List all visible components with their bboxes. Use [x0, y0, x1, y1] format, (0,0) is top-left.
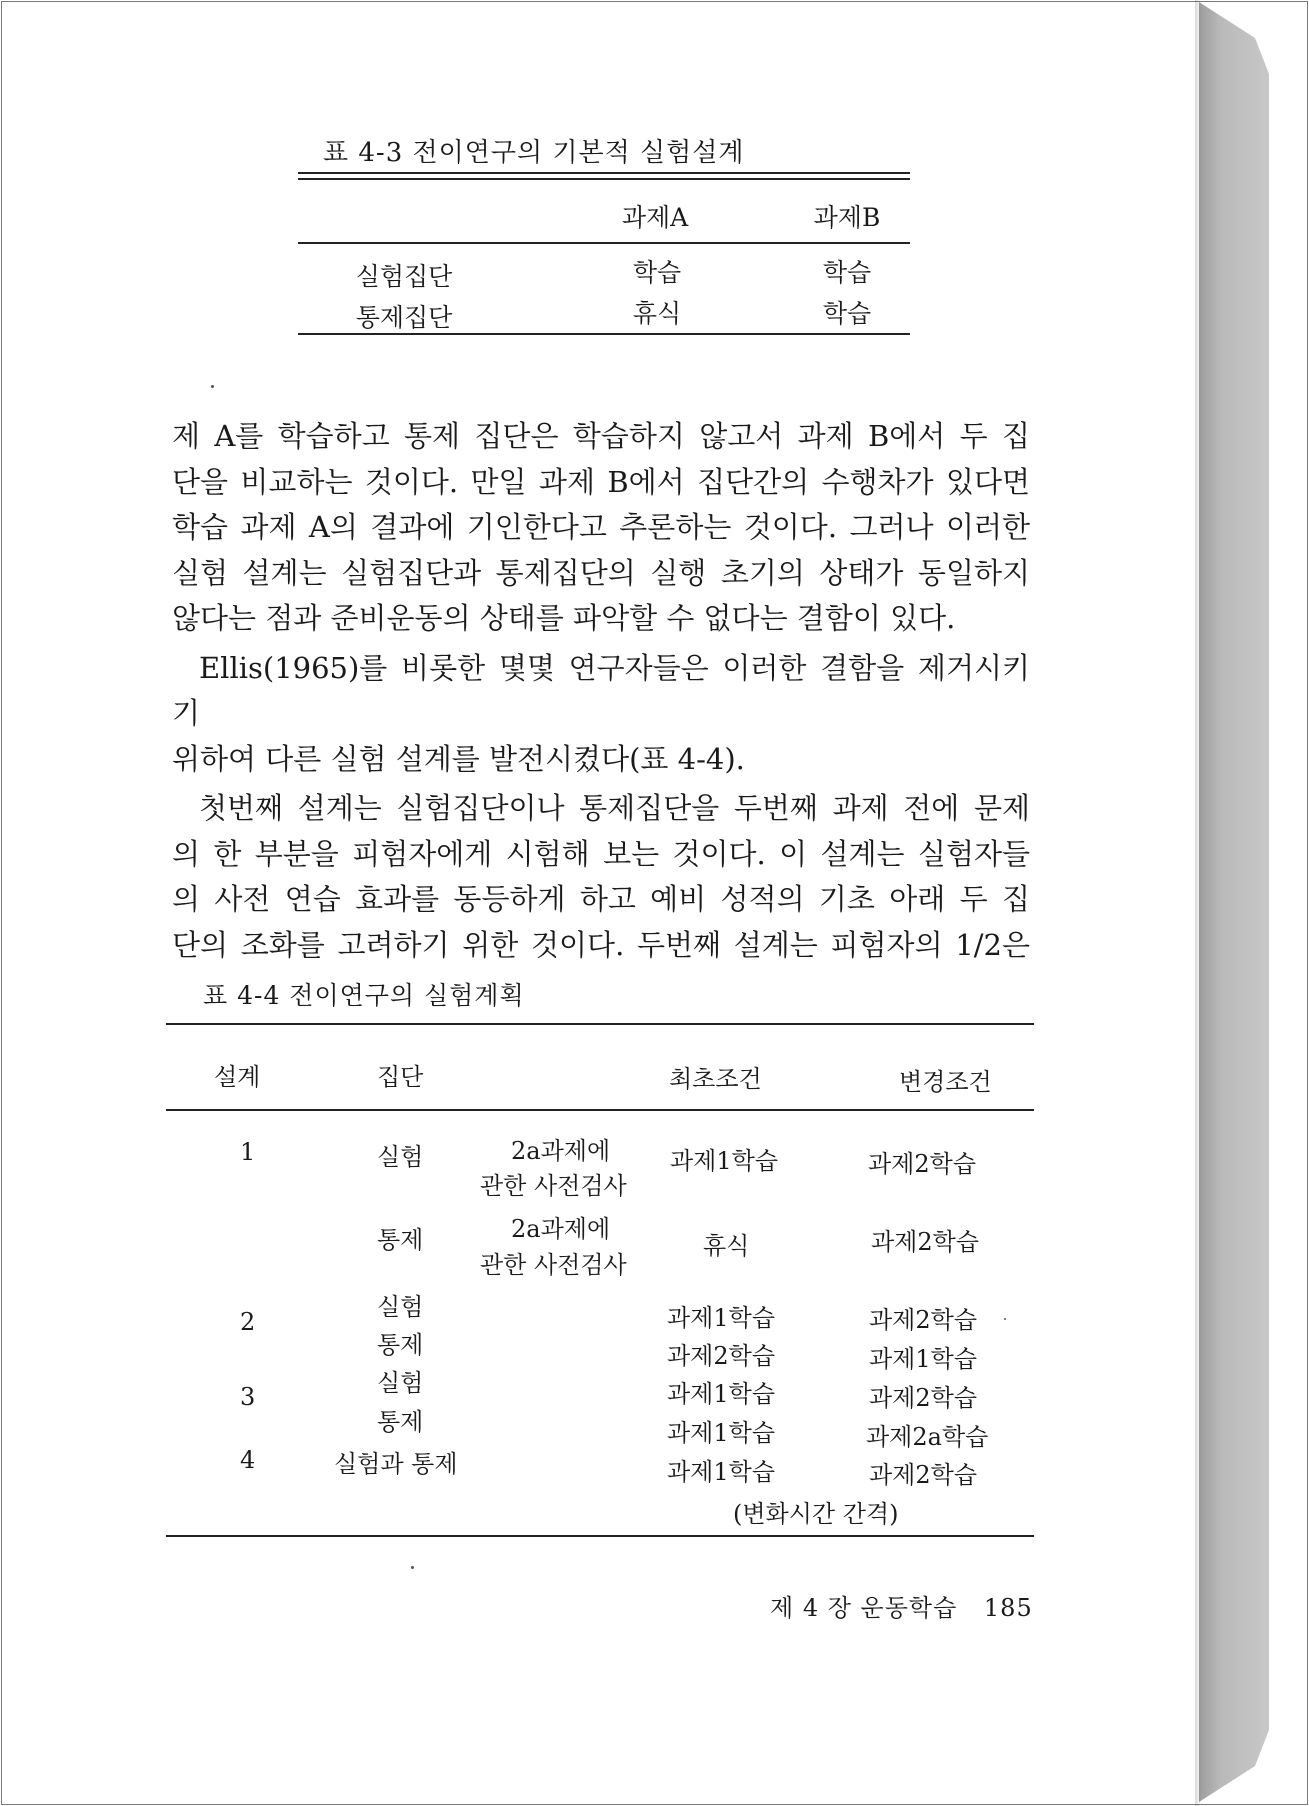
table-4-3-top-rule-2: [298, 178, 910, 180]
page-footer: [770, 1588, 1033, 1623]
text-line: 의 사전 연습 효과를 동등하게 하고 예비 성적의 기초 아래 두 집: [172, 882, 1030, 916]
scan-speck: [411, 1566, 414, 1569]
table-4-4-header-rule: [166, 1109, 1034, 1111]
scan-speck: [211, 385, 214, 388]
table-4-4-note: (변화시간 간격): [733, 1500, 899, 1528]
text-line: 단의 조화를 고려하기 위한 것이다. 두번째 설계는 피험자의 1/2은: [172, 927, 1030, 962]
text-line: 단을 비교하는 것이다. 만일 과제 B에서 집단간의 수행차가 있다면: [172, 464, 1030, 499]
table-4-4-pretest: 2a과제에: [511, 1215, 611, 1243]
table-4-4-group: 통제: [377, 1408, 424, 1436]
table-4-3-cell: 휴식: [632, 299, 682, 328]
table-4-4-header-initial: 최초조건: [669, 1065, 762, 1093]
table-4-3-row-group: 통제집단: [355, 303, 453, 332]
table-4-3-cell: 학습: [632, 258, 682, 287]
table-4-4-initial: 과제2학습: [667, 1342, 776, 1370]
table-4-4-initial: 과제1학습: [670, 1147, 779, 1175]
scan-speck: [1004, 1318, 1006, 1320]
table-4-4-group: 실험과 통제: [334, 1450, 458, 1478]
text-line: 첫번째 설계는 실험집단이나 통제집단을 두번째 과제 전에 문제: [199, 791, 1030, 825]
table-4-4-design: 2: [240, 1308, 256, 1336]
table-4-3-row-group: 실험집단: [355, 262, 453, 291]
table-4-4-initial: 과제1학습: [667, 1458, 776, 1486]
table-4-4-changed: 과제2학습: [869, 1306, 978, 1334]
table-4-4-header-changed: 변경조건: [899, 1068, 992, 1096]
table-4-4-group: 통제: [377, 1331, 424, 1359]
table-4-4-header-design: 설계: [214, 1063, 261, 1091]
page-number: 185: [983, 1594, 1033, 1622]
table-4-3-bottom-rule: [298, 333, 910, 335]
table-4-4-design: 3: [240, 1383, 256, 1411]
table-4-4-changed: 과제2학습: [869, 1461, 978, 1489]
table-4-4-pretest: 2a과제에: [511, 1137, 611, 1165]
table-4-4-design: 4: [240, 1446, 256, 1474]
table-4-4-pretest: 관한 사전검사: [480, 1172, 627, 1200]
table-4-3-header-rule: [298, 242, 910, 244]
table-4-4-changed: 과제1학습: [869, 1345, 978, 1373]
table-4-4-initial: 과제1학습: [667, 1304, 776, 1332]
table-4-4-pretest: 관한 사전검사: [480, 1251, 627, 1279]
table-4-4-group: 실험: [377, 1143, 424, 1171]
table-4-4-group: 통제: [377, 1226, 424, 1254]
table-4-4-caption: 표 4-4 전이연구의 실험계획: [203, 981, 525, 1010]
text-line: Ellis(1965)를 비롯한 몇몇 연구자들은 이러한 결함을 제거시키기: [172, 650, 1030, 730]
text-line: 실험 설계는 실험집단과 통제집단의 실행 초기의 상태가 동일하지: [172, 555, 1030, 590]
text-line: 학습 과제 A의 결과에 기인한다고 추론하는 것이다. 그러나 이러한: [172, 510, 1030, 544]
body-text: [172, 414, 1030, 968]
table-4-3-top-rule-1: [298, 172, 910, 174]
table-4-3-caption: 표 4-3 전이연구의 기본적 실험설계: [323, 138, 745, 168]
table-4-4-changed: 과제2학습: [868, 1150, 977, 1178]
table-4-4-design: 1: [240, 1138, 256, 1166]
table-4-4-changed: 과제2학습: [869, 1384, 978, 1412]
table-4-3-cell: 학습: [822, 299, 872, 328]
table-4-4-top-rule: [166, 1023, 1034, 1025]
text-line: 제 A를 학습하고 통제 집단은 학습하지 않고서 과제 B에서 두 집: [172, 419, 1030, 453]
table-4-4-initial: 휴식: [703, 1232, 750, 1260]
chapter-title: 제 4 장 운동학습: [770, 1594, 958, 1622]
text-line: 않다는 점과 준비운동의 상태를 파악할 수 없다는 결함이 있다.: [172, 601, 956, 635]
book-page-edge: [1199, 2, 1269, 1802]
table-4-4-changed: 과제2학습: [871, 1228, 980, 1256]
table-4-4-initial: 과제1학습: [667, 1380, 776, 1408]
table-4-4-header-group: 집단: [377, 1063, 424, 1091]
table-4-4-group: 실험: [377, 1369, 424, 1397]
text-line: 의 한 부분을 피험자에게 시험해 보는 것이다. 이 설계는 실험자들: [172, 836, 1030, 871]
text-line: 위하여 다른 실험 설계를 발전시켰다(표 4-4).: [172, 741, 745, 776]
table-4-3-header-b: 과제B: [813, 203, 881, 232]
table-4-4-bottom-rule: [166, 1535, 1034, 1537]
table-4-3-header-a: 과제A: [621, 203, 689, 232]
table-4-3-cell: 학습: [822, 258, 872, 287]
table-4-4-group: 실험: [377, 1293, 424, 1321]
page-shadow: [1195, 0, 1201, 1806]
table-4-4-initial: 과제1학습: [667, 1419, 776, 1447]
table-4-4-changed: 과제2a학습: [866, 1423, 989, 1451]
